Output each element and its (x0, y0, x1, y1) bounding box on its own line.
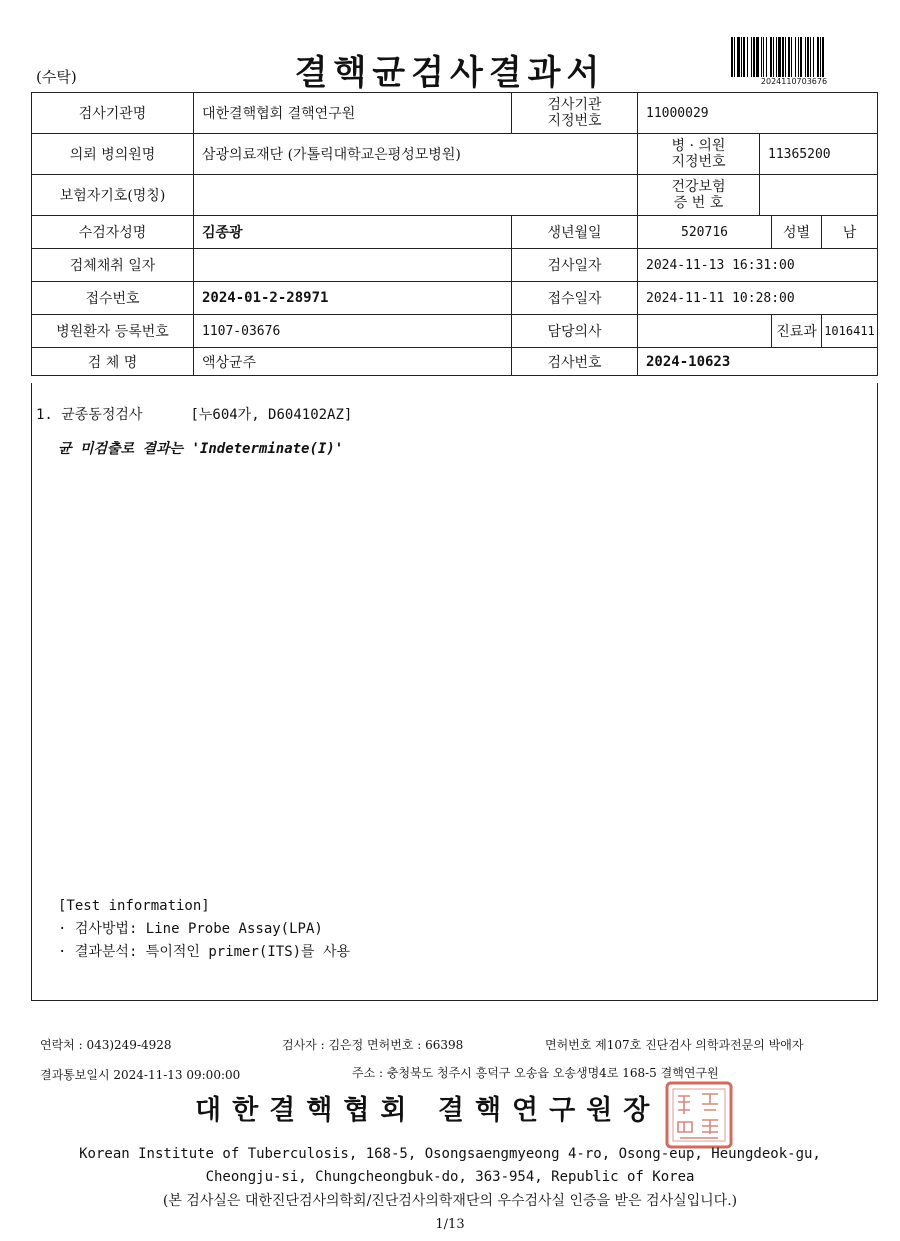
barcode-bar (782, 37, 784, 77)
receipt-date-value: 2024-11-11 10:28:00 (638, 282, 878, 315)
barcode-bar (743, 37, 745, 77)
barcode-bar (791, 37, 792, 77)
specimen-value: 액상균주 (194, 348, 512, 376)
official-seal (664, 1080, 734, 1150)
test-code: [누604가, D604102AZ] (190, 407, 353, 423)
dept-label: 진료과 (772, 315, 822, 348)
barcode-bar (773, 37, 774, 77)
collect-label: 검체채취 일자 (32, 249, 194, 282)
reg-no-value: 1107-03676 (194, 315, 512, 348)
hosp-code-value: 11365200 (760, 134, 878, 175)
barcode-bar (820, 37, 821, 77)
insurance-label: 건강보험 증 번 호 (638, 175, 760, 216)
receipt-date-label: 접수일자 (512, 282, 638, 315)
barcode-bar (788, 37, 790, 77)
test-info-title: [Test information] (58, 898, 210, 914)
row-collect (32, 249, 878, 282)
row-hospital (32, 134, 878, 175)
barcode-bar (770, 37, 772, 77)
barcode-bar (813, 37, 814, 77)
row-specimen (32, 348, 878, 376)
barcode-bar (795, 37, 796, 77)
row-receipt (32, 282, 878, 315)
test-date-label: 검사일자 (512, 249, 638, 282)
birth-value: 520716 (638, 216, 772, 249)
barcode-bar (763, 37, 764, 77)
sex-value: 남 (822, 216, 878, 249)
barcode-bar (756, 37, 759, 77)
barcode-number: 2024110703676 (760, 77, 828, 86)
sex-label: 성별 (772, 216, 822, 249)
english-address-1: Korean Institute of Tuberculosis, 168-5, Osongsaengmyeong 4-ro, Osong-eup, Heungdeok-gu, (79, 1146, 821, 1162)
test-analysis: · 결과분석: 특이적인 primer(ITS)를 사용 (58, 944, 351, 960)
test-no-label: 검사번호 (512, 348, 638, 376)
barcode-bar (753, 37, 755, 77)
barcode-bar (741, 37, 742, 77)
test-date-value: 2024-11-13 16:31:00 (638, 249, 878, 282)
korean-address: 주소 : 충청북도 청주시 흥덕구 오송읍 오송생명4로 168-5 결핵연구원 (352, 1066, 719, 1080)
birth-label: 생년월일 (512, 216, 638, 249)
specimen-label: 검 체 명 (32, 348, 194, 376)
insurance-value (760, 175, 878, 216)
test-method: · 검사방법: Line Probe Assay(LPA) (58, 921, 323, 937)
barcode-bar (817, 37, 819, 77)
doctor-value (638, 315, 772, 348)
page-number: 1/13 (435, 1217, 465, 1232)
inst-name-label: 검사기관명 (32, 93, 194, 134)
collect-value (194, 249, 512, 282)
organization-name: 대한결핵협회 결핵연구원장 (195, 1095, 661, 1126)
test-item-line (36, 404, 352, 424)
inst-code-label: 검사기관 지정번호 (512, 93, 638, 134)
barcode-bar (798, 37, 799, 77)
insurer-value (194, 175, 638, 216)
barcode-bar (734, 37, 735, 77)
certification-note: (본 검사실은 대한진단검사의학회/진단검사의학재단의 우수검사실 인증을 받은 검사실입니다.) (162, 1193, 738, 1209)
row-institution (32, 93, 878, 134)
patient-name: 김종광 (194, 216, 512, 249)
barcode-bar (810, 37, 811, 77)
barcode-bar (737, 37, 740, 77)
barcode-bar (778, 37, 781, 77)
row-registration (32, 315, 878, 348)
test-no-value: 2024-10623 (638, 348, 878, 376)
inst-code-value: 11000029 (638, 93, 878, 134)
license-info: 면허번호 제107호 진단검사 의학과전문의 박애자 (545, 1038, 804, 1052)
barcode-bar (766, 37, 767, 77)
barcode-bar (822, 37, 824, 77)
receipt-no-value: 2024-01-2-28971 (194, 282, 512, 315)
barcode-bar (751, 37, 752, 77)
barcode-bar (747, 37, 748, 77)
receipt-no-label: 접수번호 (32, 282, 194, 315)
hospital-label: 의뢰 병의원명 (32, 134, 194, 175)
test-information (58, 895, 350, 964)
notify-datetime: 결과통보일시 2024-11-13 09:00:00 (40, 1068, 241, 1082)
row-patient (32, 216, 878, 249)
barcode-bar (785, 37, 786, 77)
hospital-value: 삼광의료재단 (가톨릭대학교은평성모병원) (194, 134, 638, 175)
row-insurer (32, 175, 878, 216)
barcode-bar (761, 37, 762, 77)
copy-label: (수탁) (36, 68, 77, 86)
insurer-label: 보험자기호(명칭) (32, 175, 194, 216)
barcode-bar (800, 37, 802, 77)
contact-info: 연락처 : 043)249-4928 (40, 1038, 172, 1052)
barcode-bar (731, 37, 733, 77)
inst-name-value: 대한결핵협회 결핵연구원 (194, 93, 512, 134)
document-title: 결핵균검사결과서 (294, 53, 606, 93)
info-table (31, 92, 878, 376)
reg-no-label: 병원환자 등록번호 (32, 315, 194, 348)
barcode-bar (776, 37, 777, 77)
tester-info: 검사자 : 김은정 면허번호 : 66398 (282, 1038, 464, 1052)
barcode-image (731, 37, 857, 77)
hosp-code-label: 병 · 의원 지정번호 (638, 134, 760, 175)
patient-label: 수검자성명 (32, 216, 194, 249)
doctor-label: 담당의사 (512, 315, 638, 348)
barcode-bar (807, 37, 809, 77)
test-item: 1. 균종동정검사 (36, 407, 143, 423)
result-finding: 균 미검출로 결과는 'Indeterminate(I)' (58, 441, 344, 457)
barcode-bar (805, 37, 806, 77)
english-address-2: Cheongju-si, Chungcheongbuk-do, 363-954, Republic of Korea (205, 1169, 695, 1185)
dept-value: 1016411 (822, 315, 878, 348)
